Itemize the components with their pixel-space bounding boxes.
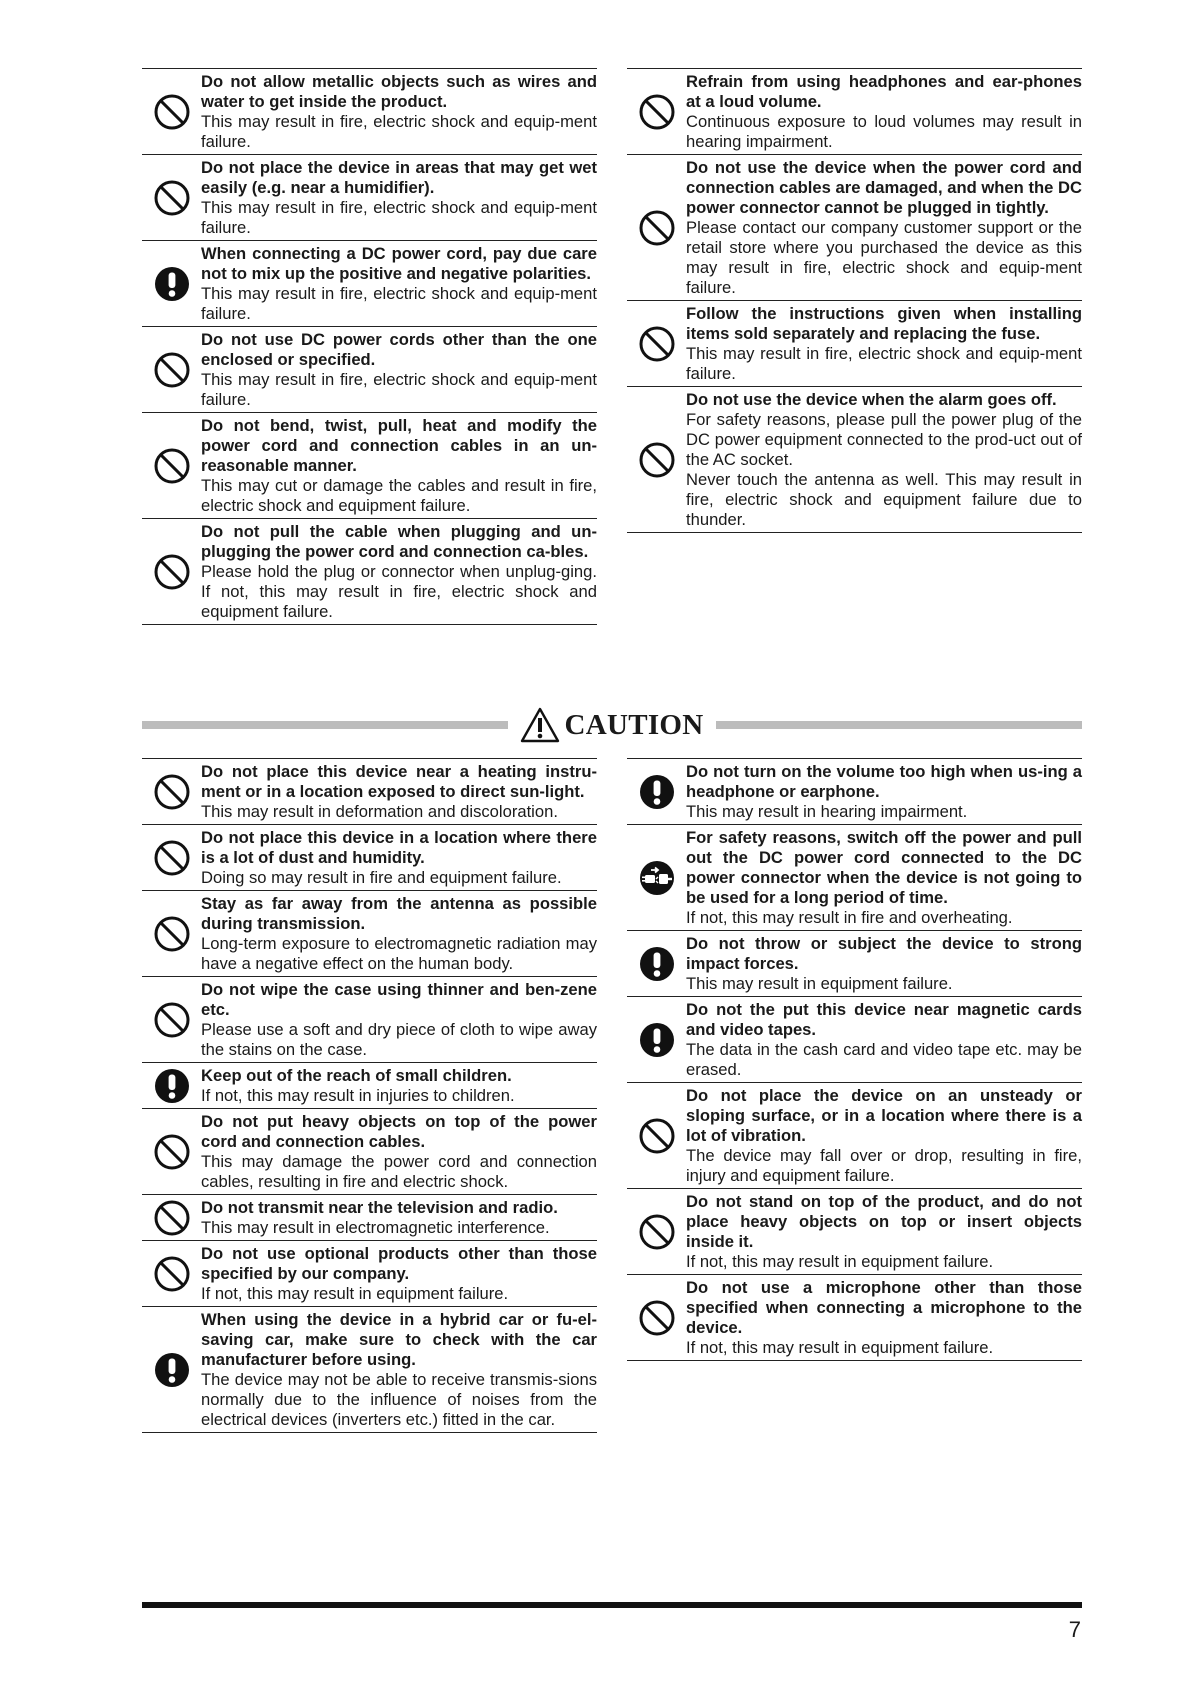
warning-triangle-icon	[520, 707, 560, 743]
footer-rule	[142, 1602, 1082, 1608]
notice-body: The data in the cash card and video tape etc. may be erased.	[686, 1040, 1082, 1079]
prohibition-icon	[142, 773, 201, 811]
notice-heading: Do not bend, twist, pull, heat and modify the power cord and connection cables in an un-reasonable manner.	[201, 416, 597, 475]
notice-item	[627, 1275, 1082, 1361]
caution-right-list	[627, 758, 1082, 1361]
notice-text	[201, 522, 597, 622]
notice-text	[686, 158, 1082, 298]
prohibition-icon	[627, 1299, 686, 1337]
caution-header-label	[508, 707, 715, 743]
notice-item	[142, 1063, 597, 1109]
caution-right-column	[627, 758, 1082, 1361]
notice-item	[627, 301, 1082, 387]
prohibition-icon	[627, 1117, 686, 1155]
notice-item	[627, 931, 1082, 997]
unplug-icon	[627, 860, 686, 896]
notice-item	[142, 241, 597, 327]
prohibition-icon	[142, 1001, 201, 1039]
prohibition-icon	[142, 915, 201, 953]
notice-item	[142, 891, 597, 977]
notice-body: This may damage the power cord and connection cables, resulting in fire and electric shock.	[201, 1152, 597, 1191]
notice-heading: When using the device in a hybrid car or fu-el-saving car, make sure to check with the car manufacturer before using.	[201, 1310, 597, 1369]
notice-text	[201, 1066, 597, 1106]
notice-text	[201, 1244, 597, 1304]
warning-right-list	[627, 68, 1082, 533]
notice-body: This may result in electromagnetic interference.	[201, 1218, 550, 1237]
notice-body: Continuous exposure to loud volumes may result in hearing impairment.	[686, 112, 1082, 151]
notice-item	[142, 413, 597, 519]
notice-text	[686, 72, 1082, 152]
notice-item	[627, 825, 1082, 931]
notice-item	[142, 1195, 597, 1241]
notice-text	[201, 828, 597, 888]
caution-header-bar-left	[142, 721, 508, 729]
notice-text	[201, 980, 597, 1060]
notice-item	[142, 1109, 597, 1195]
prohibition-icon	[627, 441, 686, 479]
notice-item	[142, 519, 597, 625]
notice-item	[142, 1307, 597, 1433]
prohibition-icon	[627, 325, 686, 363]
notice-body: Please use a soft and dry piece of cloth to wipe away the stains on the case.	[201, 1020, 597, 1059]
notice-body: Doing so may result in fire and equipment failure.	[201, 868, 562, 887]
notice-item	[627, 69, 1082, 155]
notice-text	[686, 1000, 1082, 1080]
notice-item	[142, 155, 597, 241]
prohibition-icon	[142, 1199, 201, 1237]
notice-heading: Do not pull the cable when plugging and un-plugging the power cord and connection ca-bles.	[201, 522, 597, 561]
notice-text	[686, 390, 1082, 530]
notice-heading: Follow the instructions given when installing items sold separately and replacing the fuse.	[686, 304, 1082, 343]
notice-heading: Do not turn on the volume too high when us-ing a headphone or earphone.	[686, 762, 1082, 801]
prohibition-icon	[142, 1133, 201, 1171]
notice-item	[627, 997, 1082, 1083]
notice-text	[201, 416, 597, 516]
notice-body: This may result in fire, electric shock and equip-ment failure.	[201, 198, 597, 237]
prohibition-icon	[142, 447, 201, 485]
notice-body: If not, this may result in injuries to children.	[201, 1086, 515, 1105]
notice-body: This may result in deformation and discoloration.	[201, 802, 558, 821]
warning-left-column	[142, 68, 597, 625]
notice-text	[201, 1310, 597, 1430]
notice-body: The device may not be able to receive transmis-sions normally due to the influence of noises from the electrical devices (inverters etc.) fitted in the car.	[201, 1370, 597, 1429]
exclamation-icon	[142, 1352, 201, 1388]
notice-item	[142, 825, 597, 891]
notice-item	[142, 1241, 597, 1307]
notice-item	[142, 759, 597, 825]
notice-body: This may result in fire, electric shock and equip-ment failure.	[201, 112, 597, 151]
exclamation-icon	[627, 946, 686, 982]
caution-title: CAUTION	[564, 708, 704, 741]
notice-item	[142, 977, 597, 1063]
exclamation-icon	[142, 1068, 201, 1104]
notice-heading: Do not transmit near the television and radio.	[201, 1198, 558, 1217]
notice-heading: Do not wipe the case using thinner and ben-zene etc.	[201, 980, 597, 1019]
notice-item	[142, 327, 597, 413]
notice-heading: Do not use the device when the power cord and connection cables are damaged, and when the DC power connector cannot be plugged in tightly.	[686, 158, 1082, 217]
notice-text	[686, 1278, 1082, 1358]
notice-body: For safety reasons, please pull the power plug of the DC power equipment connected to the prod-uct out of the AC socket. Never touch the antenna as well. This may result in fire, electric shock and equipment failure due to thunder.	[686, 410, 1082, 529]
notice-text	[201, 762, 597, 822]
exclamation-icon	[627, 774, 686, 810]
notice-body: This may result in equipment failure.	[686, 974, 953, 993]
notice-heading: Do not put heavy objects on top of the power cord and connection cables.	[201, 1112, 597, 1151]
prohibition-icon	[627, 93, 686, 131]
notice-heading: Do not use DC power cords other than the one enclosed or specified.	[201, 330, 597, 369]
caution-header	[142, 700, 1082, 750]
notice-heading: Do not use optional products other than those specified by our company.	[201, 1244, 597, 1283]
notice-heading: Do not stand on top of the product, and do not place heavy objects on top or insert objects inside it.	[686, 1192, 1082, 1251]
notice-heading: Do not use a microphone other than those specified when connecting a microphone to the device.	[686, 1278, 1082, 1337]
notice-body: Long-term exposure to electromagnetic radiation may have a negative effect on the human body.	[201, 934, 597, 973]
notice-text	[201, 1198, 597, 1238]
caution-header-bar-right	[716, 721, 1082, 729]
warning-left-list	[142, 68, 597, 625]
prohibition-icon	[627, 209, 686, 247]
notice-text	[201, 72, 597, 152]
notice-item	[627, 1189, 1082, 1275]
caution-left-column	[142, 758, 597, 1433]
notice-text	[686, 304, 1082, 384]
notice-body: Please hold the plug or connector when unplug-ging. If not, this may result in fire, electric shock and equipment failure.	[201, 562, 597, 621]
prohibition-icon	[142, 93, 201, 131]
notice-text	[686, 1192, 1082, 1272]
notice-body: If not, this may result in equipment failure.	[201, 1284, 509, 1303]
notice-heading: Keep out of the reach of small children.	[201, 1066, 512, 1085]
prohibition-icon	[142, 839, 201, 877]
notice-text	[686, 762, 1082, 822]
notice-body: The device may fall over or drop, resulting in fire, injury and equipment failure.	[686, 1146, 1082, 1185]
page-number: 7	[1068, 1617, 1081, 1642]
notice-body: This may result in fire, electric shock and equip-ment failure.	[686, 344, 1082, 383]
notice-body: This may result in hearing impairment.	[686, 802, 968, 821]
exclamation-icon	[142, 266, 201, 302]
notice-item	[627, 1083, 1082, 1189]
notice-body: Please contact our company customer support or the retail store where you purchased the device as this may result in fire, electric shock and equip-ment failure.	[686, 218, 1082, 297]
prohibition-icon	[142, 179, 201, 217]
notice-heading: When connecting a DC power cord, pay due care not to mix up the positive and negative polarities.	[201, 244, 597, 283]
notice-item	[142, 69, 597, 155]
notice-body: This may result in fire, electric shock and equip-ment failure.	[201, 284, 597, 323]
notice-text	[201, 1112, 597, 1192]
notice-heading: Refrain from using headphones and ear-phones at a loud volume.	[686, 72, 1082, 111]
exclamation-icon	[627, 1022, 686, 1058]
notice-body: If not, this may result in fire and overheating.	[686, 908, 1013, 927]
notice-heading: Do not the put this device near magnetic cards and video tapes.	[686, 1000, 1082, 1039]
notice-item	[627, 155, 1082, 301]
prohibition-icon	[142, 1255, 201, 1293]
notice-text	[686, 934, 1082, 994]
notice-heading: Stay as far away from the antenna as possible during transmission.	[201, 894, 597, 933]
notice-text	[201, 158, 597, 238]
notice-heading: Do not place this device near a heating instru-ment or in a location exposed to direct sun-light.	[201, 762, 597, 801]
notice-text	[201, 894, 597, 974]
notice-body: This may cut or damage the cables and result in fire, electric shock and equipment failure.	[201, 476, 597, 515]
notice-item	[627, 387, 1082, 533]
notice-heading: Do not place the device on an unsteady or sloping surface, or in a location where there is a lot of vibration.	[686, 1086, 1082, 1145]
notice-text	[686, 828, 1082, 928]
notice-heading: Do not use the device when the alarm goes off.	[686, 390, 1057, 409]
prohibition-icon	[627, 1213, 686, 1251]
notice-heading: Do not throw or subject the device to strong impact forces.	[686, 934, 1082, 973]
prohibition-icon	[142, 351, 201, 389]
notice-body: If not, this may result in equipment failure.	[686, 1338, 994, 1357]
warning-right-column	[627, 68, 1082, 533]
notice-heading: Do not place this device in a location where there is a lot of dust and humidity.	[201, 828, 597, 867]
notice-body: If not, this may result in equipment failure.	[686, 1252, 994, 1271]
notice-body: This may result in fire, electric shock and equip-ment failure.	[201, 370, 597, 409]
notice-text	[201, 244, 597, 324]
notice-heading: For safety reasons, switch off the power and pull out the DC power cord connected to the DC power connector when the device is not going to be used for a long period of time.	[686, 828, 1082, 907]
notice-heading: Do not place the device in areas that may get wet easily (e.g. near a humidifier).	[201, 158, 597, 197]
prohibition-icon	[142, 553, 201, 591]
notice-text	[201, 330, 597, 410]
caution-left-list	[142, 758, 597, 1433]
notice-text	[686, 1086, 1082, 1186]
notice-item	[627, 759, 1082, 825]
notice-heading: Do not allow metallic objects such as wires and water to get inside the product.	[201, 72, 597, 111]
